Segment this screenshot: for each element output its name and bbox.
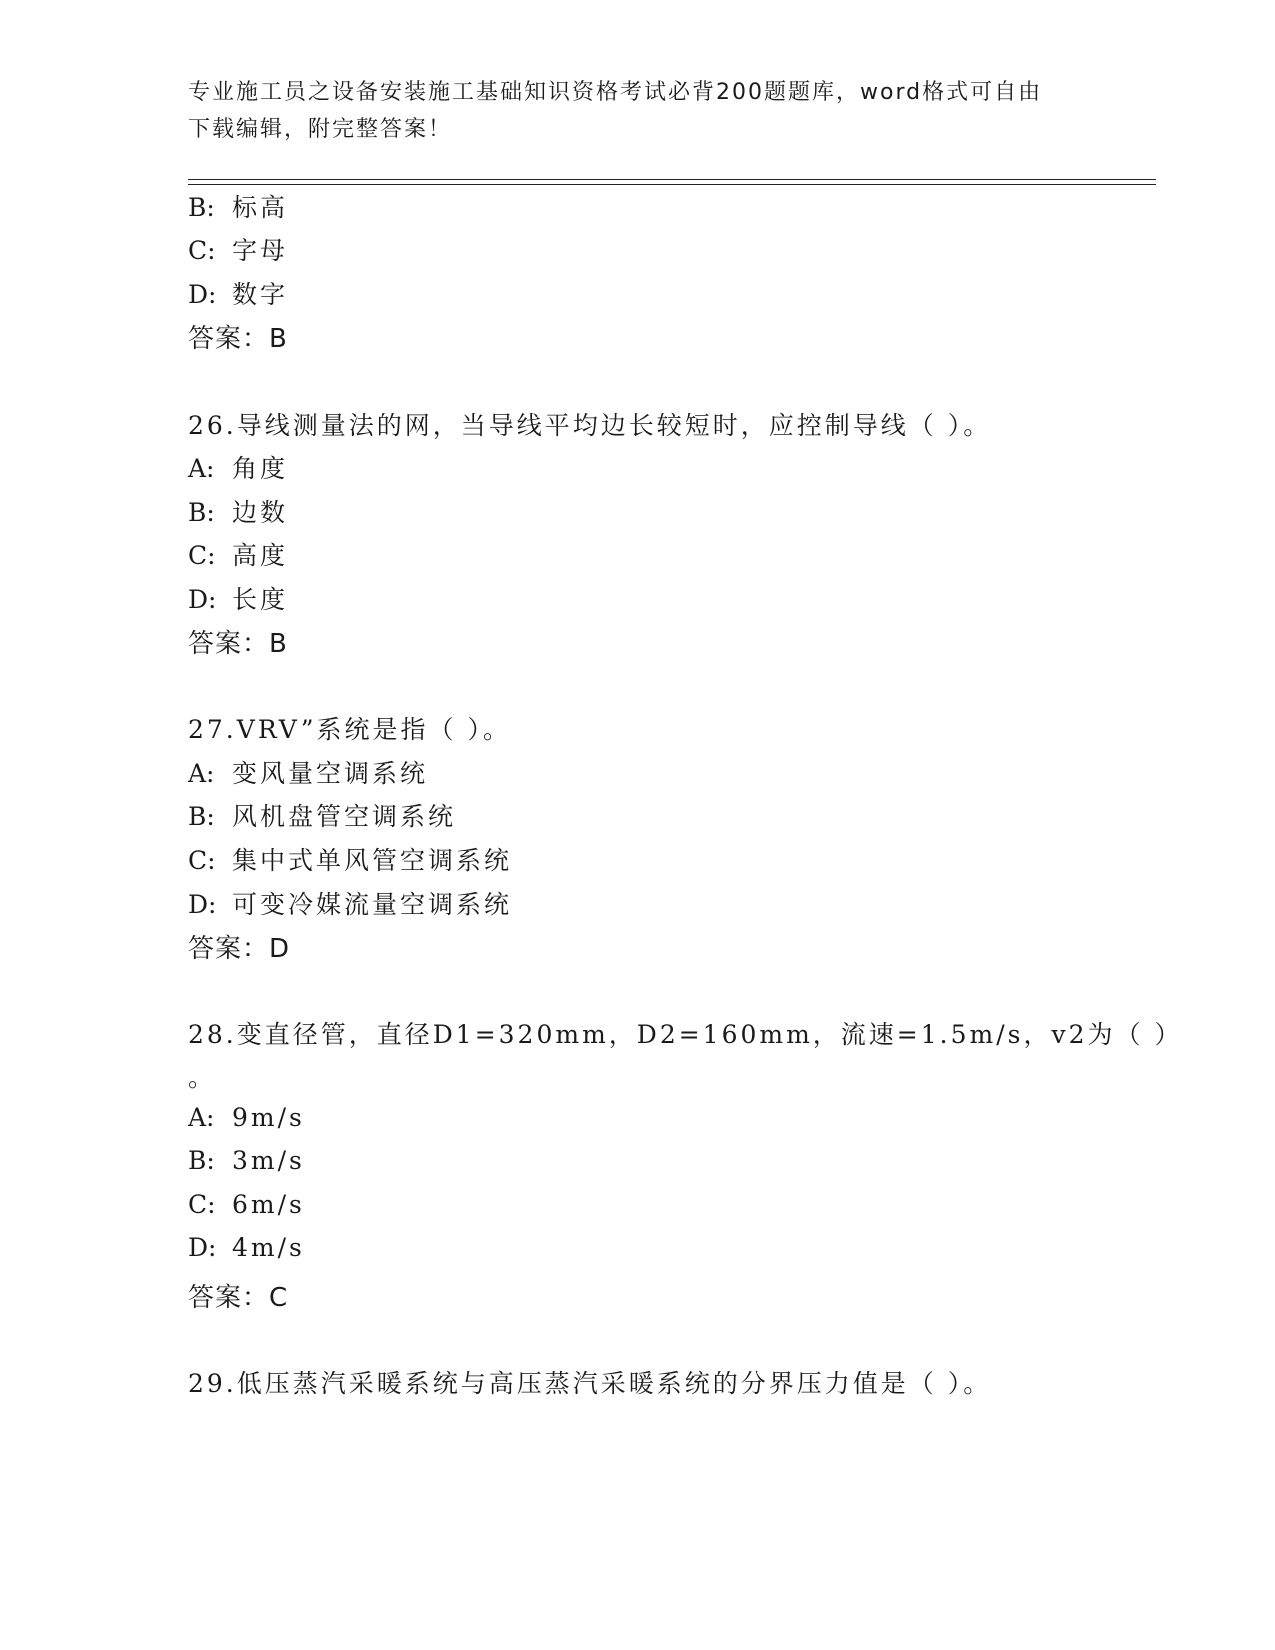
header-rule-bottom bbox=[188, 184, 1156, 185]
q27-option-c: C: 集中式单风管空调系统 bbox=[188, 846, 513, 875]
header-rule-top bbox=[188, 179, 1156, 180]
q29-stem: 29.低压蒸汽采暖系统与高压蒸汽采暖系统的分界压力值是（ ）。 bbox=[188, 1369, 992, 1398]
header-line-1: 专业施工员之设备安装施工基础知识资格考试必背200题题库，word格式可自由 bbox=[188, 80, 1043, 105]
q28-option-d: D: 4m/s bbox=[188, 1233, 305, 1262]
q26-option-d: D: 长度 bbox=[188, 585, 289, 614]
q26-option-b: B: 边数 bbox=[188, 498, 289, 527]
q25-option-c: C: 字母 bbox=[188, 236, 289, 265]
q28-option-c: C: 6m/s bbox=[188, 1190, 305, 1219]
q28-option-b: B: 3m/s bbox=[188, 1146, 305, 1175]
q27-stem: 27.VRV”系统是指（ ）。 bbox=[188, 715, 511, 744]
q25-option-b: B: 标高 bbox=[188, 193, 289, 222]
q27-option-b: B: 风机盘管空调系统 bbox=[188, 802, 457, 831]
q26-option-a: A: 角度 bbox=[188, 454, 289, 483]
q27-option-a: A: 变风量空调系统 bbox=[188, 759, 429, 788]
q26-stem: 26.导线测量法的网，当导线平均边长较短时，应控制导线（ ）。 bbox=[188, 411, 992, 440]
q28-option-a: A: 9m/s bbox=[188, 1103, 305, 1132]
header-line-2: 下载编辑，附完整答案！ bbox=[188, 117, 453, 142]
q28-stem: 28.变直径管，直径D1=320mm，D2=160mm，流速=1.5m/s，v2为（ ） bbox=[188, 1020, 1183, 1049]
document-header bbox=[188, 74, 1088, 148]
q27-option-d: D: 可变冷媒流量空调系统 bbox=[188, 890, 513, 919]
q28-stem-continuation: 。 bbox=[188, 1063, 214, 1092]
q26-option-c: C: 高度 bbox=[188, 541, 289, 570]
q28-answer: 答案：C bbox=[188, 1283, 289, 1313]
q26-answer: 答案：B bbox=[188, 629, 288, 659]
q25-option-d: D: 数字 bbox=[188, 280, 289, 309]
q25-answer: 答案：B bbox=[188, 324, 288, 354]
q27-answer: 答案：D bbox=[188, 934, 291, 964]
